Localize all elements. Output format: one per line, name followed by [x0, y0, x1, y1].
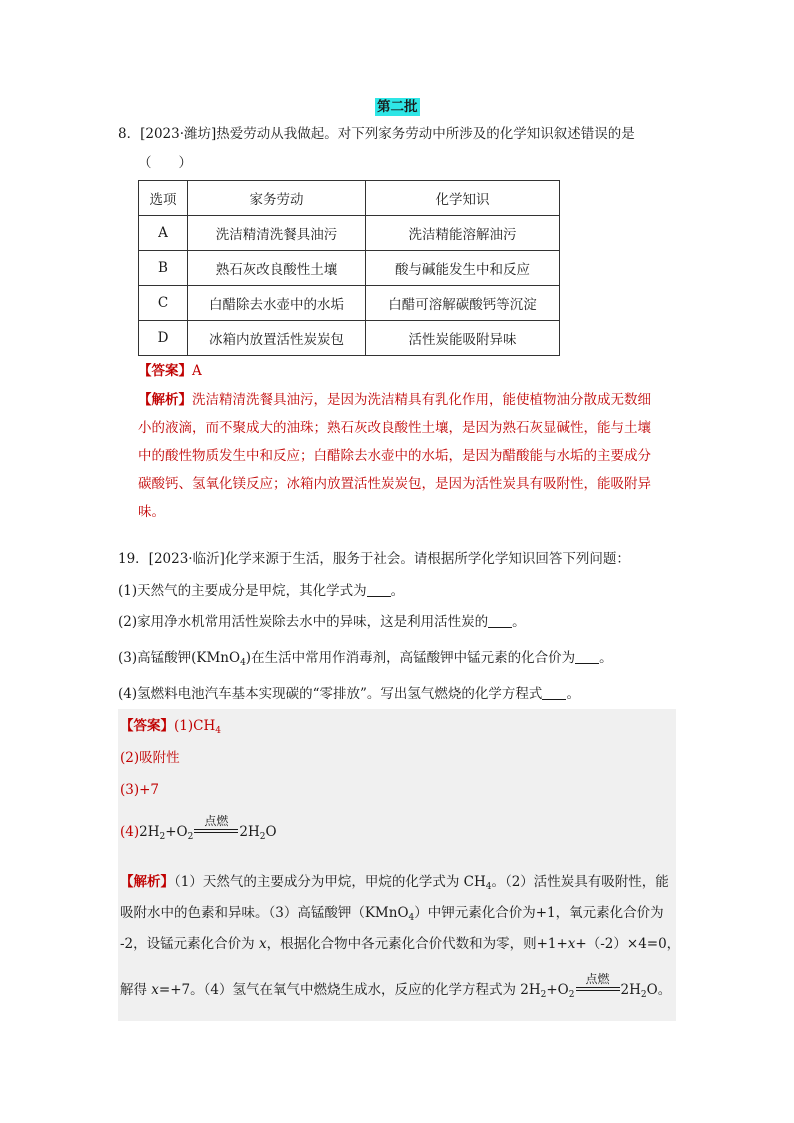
answer-blank: [367, 582, 391, 597]
explanation-text: ）中钾元素化合价为+1，氧元素化合价为: [414, 905, 664, 921]
q8-answer-paren: （ ）: [138, 155, 192, 171]
sub-question-end: 。: [390, 583, 405, 599]
answer-blank: [575, 649, 599, 664]
q19-stem: 19．[2023·临沂]化学来源于生活，服务于社会。请根据所学化学知识回答下列问题：: [118, 551, 630, 567]
q19-answer-1: [120, 717, 221, 740]
table-cell: A: [139, 216, 188, 251]
sub-question-end: 。: [599, 650, 613, 666]
q19-sub1: [118, 582, 404, 600]
q19-answer-2: (2)吸附性: [120, 750, 180, 766]
sub-question-text: (2)家用净水机常用活性炭除去水中的异味，这是利用活性炭的: [118, 614, 489, 630]
explanation-text: （1）天然气的主要成分为甲烷，甲烷的化学式为 CH: [174, 874, 486, 890]
explanation-line: 味。: [138, 504, 165, 520]
table-cell: B: [139, 251, 188, 286]
explanation-text: 解得: [120, 982, 152, 998]
reaction-condition: 点燃: [204, 813, 229, 828]
sub-question-text: )在生活中常用作消毒剂，高锰酸钾中锰元素的化合价为: [245, 650, 576, 666]
q19-explanation-line1: [120, 873, 669, 896]
table-row: [139, 321, 560, 356]
q19-sub3: [118, 649, 613, 672]
table-header-cell: 家务劳动: [188, 181, 366, 216]
table-cell: 活性炭能吸附异味: [366, 321, 560, 356]
table-cell: 白醋可溶解碳酸钙等沉淀: [366, 286, 560, 321]
table-cell: 酸与碱能发生中和反应: [366, 251, 560, 286]
reaction-condition: 点燃: [585, 971, 610, 986]
table-header-row: [139, 181, 560, 216]
subscript: 4: [240, 658, 246, 668]
variable-x: x: [151, 982, 159, 998]
answer-value: A: [192, 363, 202, 379]
table-row: [139, 251, 560, 286]
table-cell: 冰箱内放置活性炭炭包: [188, 321, 366, 356]
subscript: 4: [408, 913, 415, 923]
subscript: 4: [215, 726, 221, 736]
sub-question-end: 。: [512, 614, 526, 630]
explanation-text: ，根据化合物中各元素化合价代数和为零，则+1+: [266, 936, 568, 952]
answer-text: (1)CH: [174, 718, 216, 734]
q19-explanation-line2: [120, 904, 664, 927]
explanation-text: -2，设锰元素化合价为: [120, 936, 259, 952]
answer-blank: [488, 613, 512, 628]
answer-label: 【答案】: [120, 718, 174, 734]
q8-stem: 8．[2023·潍坊]热爱劳动从我做起。对下列家务劳动中所涉及的化学知识叙述错误的是: [118, 126, 635, 142]
explanation-line: 碳酸钙、氢氧化镁反应；冰箱内放置活性炭炭包，是因为活性炭具有吸附性，能吸附异: [138, 476, 651, 492]
q19-sub4: [118, 685, 580, 703]
variable-x: x: [258, 936, 267, 952]
sub-question-text: (3)高锰酸钾(KMnO: [118, 650, 241, 666]
explanation-text: 吸附水中的色素和异味。（3）高锰酸钾（KMnO: [120, 905, 409, 921]
explanation-text: +（-2）×4=0，: [575, 936, 681, 952]
table-cell: 洗洁精清洗餐具油污: [188, 216, 366, 251]
table-cell: 熟石灰改良酸性土壤: [188, 251, 366, 286]
explanation-text: =+7。（4）氢气在氧气中燃烧生成水，反应的化学方程式为: [158, 982, 521, 998]
subscript: 4: [485, 882, 492, 892]
table-row: [139, 216, 560, 251]
table-cell: D: [139, 321, 188, 356]
batch-title: 第二批: [377, 99, 418, 115]
answer-label: 【答案】: [138, 363, 192, 379]
sub-question-text: (4)氢燃料电池汽车基本实现碳的“零排放”。写出氢气燃烧的化学方程式: [118, 686, 543, 702]
q8-options-table: [138, 180, 560, 356]
explanation-text: 。: [657, 982, 672, 998]
reaction-arrow: [576, 971, 620, 998]
sub-question-text: (1)天然气的主要成分是甲烷，其化学式为: [118, 583, 367, 599]
explanation-label: 【解析】: [138, 392, 192, 408]
table-cell: 白醋除去水壶中的水垢: [188, 286, 366, 321]
q8-answer: [138, 362, 202, 380]
answer-blank: [542, 685, 566, 700]
explanation-text: 。（2）活性炭具有吸附性，能: [491, 874, 669, 890]
explanation-line: 小的液滴，而不聚成大的油珠；熟石灰改良酸性土壤，是因为熟石灰显碱性，能与土壤: [138, 420, 651, 436]
explanation-line: 洗洁精清洗餐具油污，是因为洗洁精具有乳化作用，能使植物油分散成无数细: [192, 392, 651, 408]
table-row: [139, 286, 560, 321]
sub-question-end: 。: [566, 686, 580, 702]
reaction-arrow: [194, 813, 238, 840]
q19-explanation-line3: [120, 935, 680, 953]
explanation-line: 中的酸性物质发生中和反应；白醋除去水壶中的水垢，是因为醋酸能与水垢的主要成分: [138, 448, 651, 464]
q19-answer-4: [120, 813, 277, 846]
q8-explanation: [138, 386, 678, 526]
table-cell: 洗洁精能溶解油污: [366, 216, 560, 251]
q19-sub2: [118, 613, 526, 631]
table-header-cell: 化学知识: [366, 181, 560, 216]
q19-explanation-line4: [120, 971, 672, 1004]
chemical-equation: $2H_2+O_2$ 点燃 $2H_2O$: [520, 971, 658, 1000]
table-cell: C: [139, 286, 188, 321]
chemical-equation: $2H_2+O_2$ 点燃 $2H_2O$: [139, 813, 277, 842]
answer-text: (4): [120, 824, 140, 840]
table-header-cell: 选项: [139, 181, 188, 216]
variable-x: x: [567, 936, 576, 952]
explanation-label: 【解析】: [120, 874, 174, 890]
q19-answer-3: (3)+7: [120, 782, 160, 798]
